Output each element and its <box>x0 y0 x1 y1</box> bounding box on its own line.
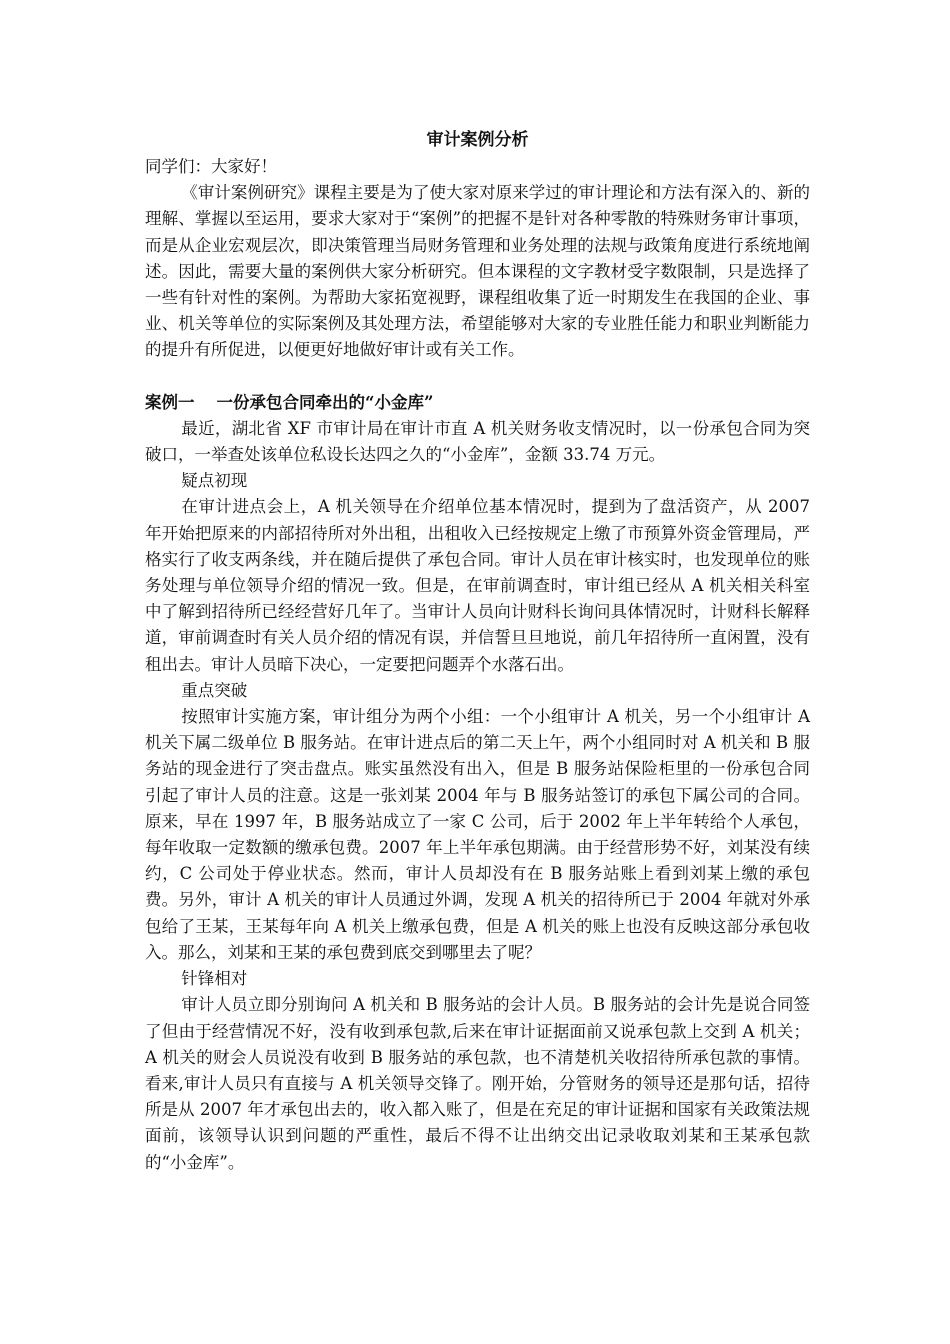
greeting: 同学们：大家好！ <box>145 157 277 176</box>
section-heading-breakthrough: 重点突破 <box>181 680 248 700</box>
case-lead-paragraph: 最近，湖北省 XF 市审计局在审计市直 A 机关财务收支情况时，以一份承包合同为突破口，一举查处该单位私设长达四之久的“小金库”，金额 33.74 万元。 <box>145 418 810 465</box>
section-heading-confrontation: 针锋相对 <box>181 969 248 989</box>
section-body-confrontation: 审计人员立即分别询问 A 机关和 B 服务站的会计人员。B 服务站的会计先是说合同签了但由于经营情况不好，没有收到承包款,后来在审计证据面前又说承包款上交到 A 机关；A 机关的财会人员说没有收到 B 服务站的承包款，也不清楚机关收招待所承包款的事情。看来,审计人员只有直接与 A 机关领导交锋了。刚开始，分管财务的领导还是那句话，招待所是从 2007 年才承包出去的，收入都入账了，但是在充足的审计证据和国家有关政策法规面前，该领导认识到问题的严重性，最后不得不让出纳交出记录收取刘某和王某承包款的“小金库”。 <box>145 995 810 1172</box>
case-label: 案例一 <box>145 392 195 412</box>
case-heading <box>145 390 810 416</box>
blank-line <box>145 364 810 390</box>
document-page <box>145 126 810 1176</box>
section-body-breakthrough: 按照审计实施方案，审计组分为两个小组：一个小组审计 A 机关，另一个小组审计 A 机关下属二级单位 B 服务站。在审计进点后的第二天上午，两个小组同时对 A 机关和 B 服务站的现金进行了突击盘点。账实虽然没有出入，但是 B 服务站保险柜里的一份承包合同引起了审计人员的注意。这是一张刘某 2004 年与 B 服务站签订的承包下属公司的合同。原来，早在 1997 年，B 服务站成立了一家 C 公司，后于 2002 年上半年转给个人承包，每年收取一定数额的缴承包费。2007 年上半年承包期满。由于经营形势不好，刘某没有续约，C 公司处于停业状态。然而，审计人员却没有在 B 服务站账上看到刘某上缴的承包费。另外，审计 A 机关的审计人员通过外调，发现 A 机关的招待所已于 2004 年就对外承包给了王某，王某每年向 A 机关上缴承包费，但是 A 机关的账上也没有反映这部分承包收入。那么，刘某和王某的承包费到底交到哪里去了呢？ <box>145 707 810 962</box>
section-body-suspicion: 在审计进点会上，A 机关领导在介绍单位基本情况时，提到为了盘活资产，从 2007 年开始把原来的内部招待所对外出租，出租收入已经按规定上缴了市预算外资金管理局，严格实行了收支两条线，并在随后提供了承包合同。审计人员在审计核实时，也发现单位的账务处理与单位领导介绍的情况一致。但是，在审前调查时，审计组已经从 A 机关相关科室中了解到招待所已经经营好几年了。当审计人员向计财科长询问具体情况时，计财科长解释道，审前调查时有关人员介绍的情况有误，并信誓旦旦地说，前几年招待所一直闲置，没有租出去。审计人员暗下决心，一定要把问题弄个水落石出。 <box>145 497 810 674</box>
section-heading-suspicion: 疑点初现 <box>181 471 248 491</box>
intro-paragraph: 《审计案例研究》课程主要是为了使大家对原来学过的审计理论和方法有深入的、新的理解、掌握以至运用，要求大家对于“案例”的把握不是针对各种零散的特殊财务审计事项，而是从企业宏观层次，即决策管理当局财务管理和业务处理的法规与政策角度进行系统地阐述。因此，需要大量的案例供大家分析研究。但本课程的文字教材受字数限制，只是选择了一些有针对性的案例。为帮助大家拓宽视野，课程组收集了近一时期发生在我国的企业、事业、机关等单位的实际案例及其处理方法，希望能够对大家的专业胜任能力和职业判断能力的提升有所促进，以便更好地做好审计或有关工作。 <box>145 183 810 360</box>
case-title: 一份承包合同牵出的“小金库” <box>216 392 434 412</box>
document-title: 审计案例分析 <box>426 130 529 150</box>
